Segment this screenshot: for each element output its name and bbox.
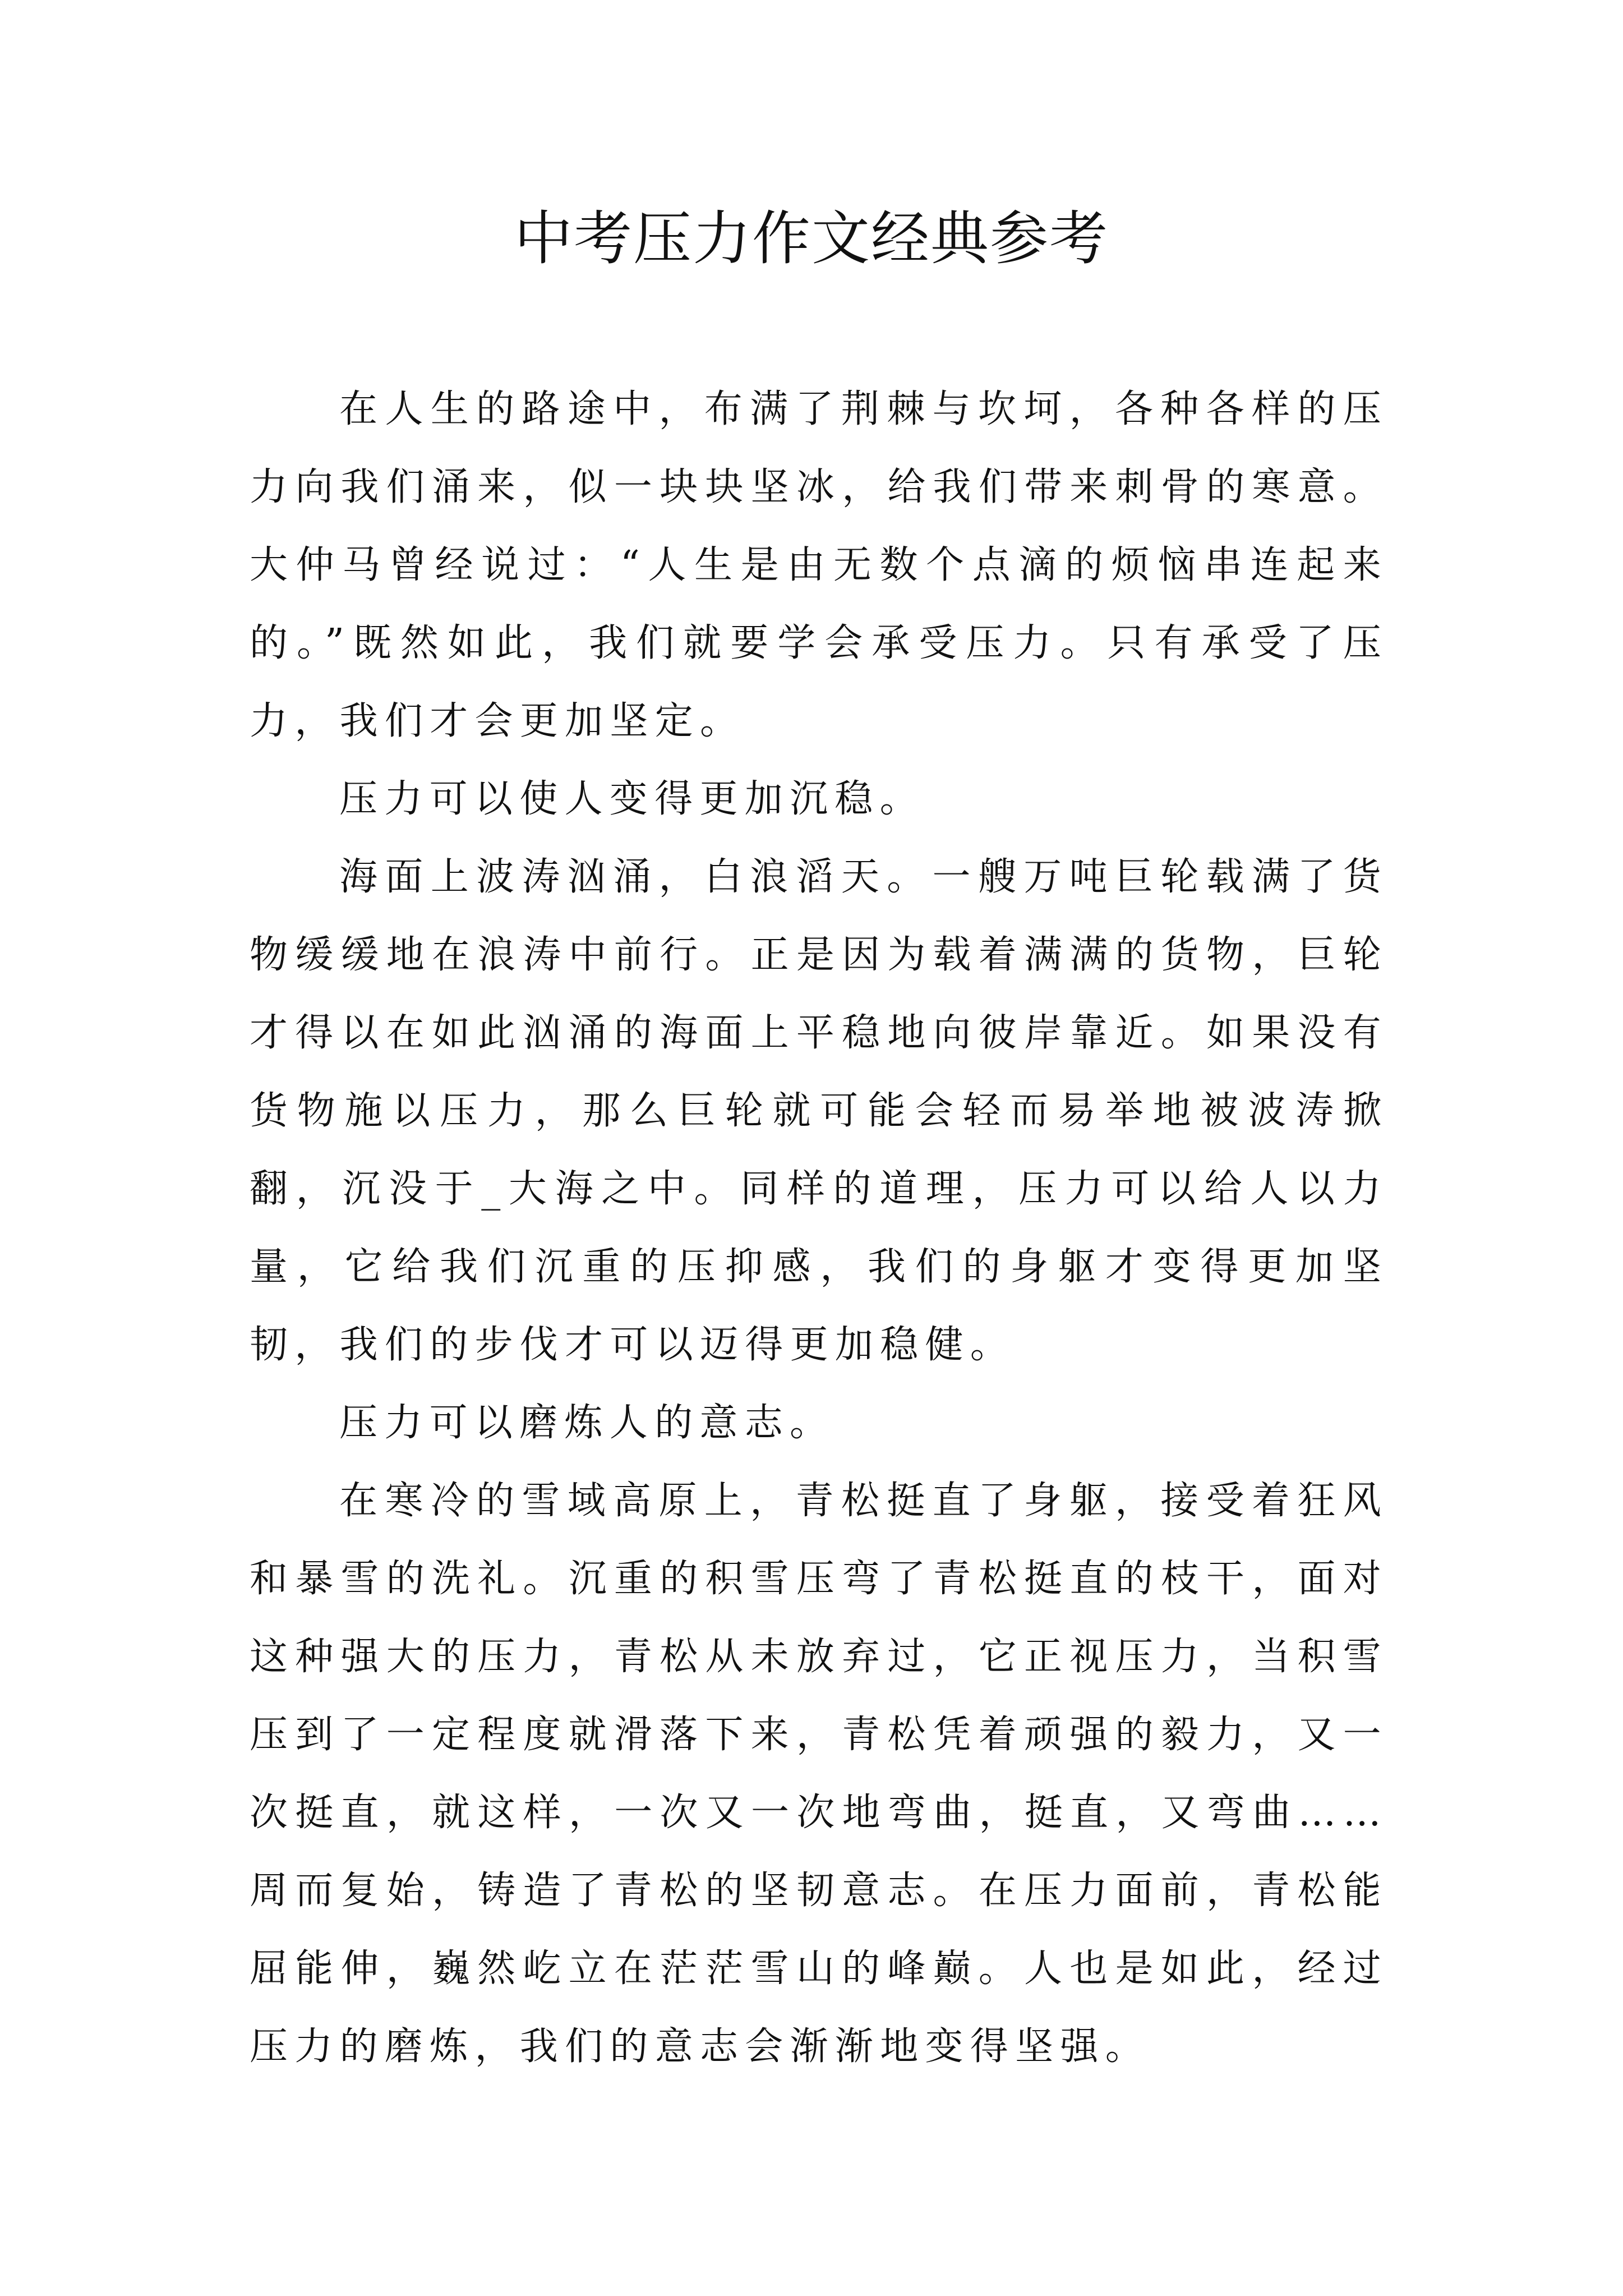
- paragraph-point-calm: 压力可以使人变得更加沉稳。: [339, 777, 925, 821]
- paragraph-ship-example: 海面上波涛汹涌，白浪滔天。一艘万吨巨轮载满了货物缓缓地在浪涛中前行。正是因为载着满满的货物，巨轮才得以在如此汹涌的海面上平稳地向彼岸靠近。如果没有货物施以压力，那么巨轮就可能会轻而易举地被波涛掀翻，沉没于_大海之中。同样的道理，压力可以给人以力量，它给我们沉重的压抑感，我们的身躯才变得更加坚韧，我们的步伐才可以迈得更加稳健。: [250, 855, 1388, 1367]
- document-title: 中考压力作文经典参考: [514, 204, 1109, 273]
- paragraph-pine-example: 在寒冷的雪域高原上，青松挺直了身躯，接受着狂风和暴雪的洗礼。沉重的积雪压弯了青松挺直的枝干，面对这种强大的压力，青松从未放弃过，它正视压力，当积雪压到了一定程度就滑落下来，青松凭着顽强的毅力，又一次挺直，就这样，一次又一次地弯曲，挺直，又弯曲……周而复始，铸造了青松的坚韧意志。在压力面前，青松能屈能伸，巍然屹立在茫茫雪山的峰巅。人也是如此，经过压力的磨炼，我们的意志会渐渐地变得坚强。: [250, 1479, 1388, 2069]
- paragraph-point-will: 压力可以磨炼人的意志。: [339, 1401, 835, 1445]
- paragraph-intro: 在人生的路途中，布满了荆棘与坎坷，各种各样的压力向我们涌来，似一块块坚冰，给我们带来刺骨的寒意。大仲马曾经说过：“人生是由无数个点滴的烦恼串连起来的。”既然如此，我们就要学会承受压力。只有承受了压力，我们才会更加坚定。: [250, 387, 1388, 743]
- document-body: [250, 370, 1388, 2086]
